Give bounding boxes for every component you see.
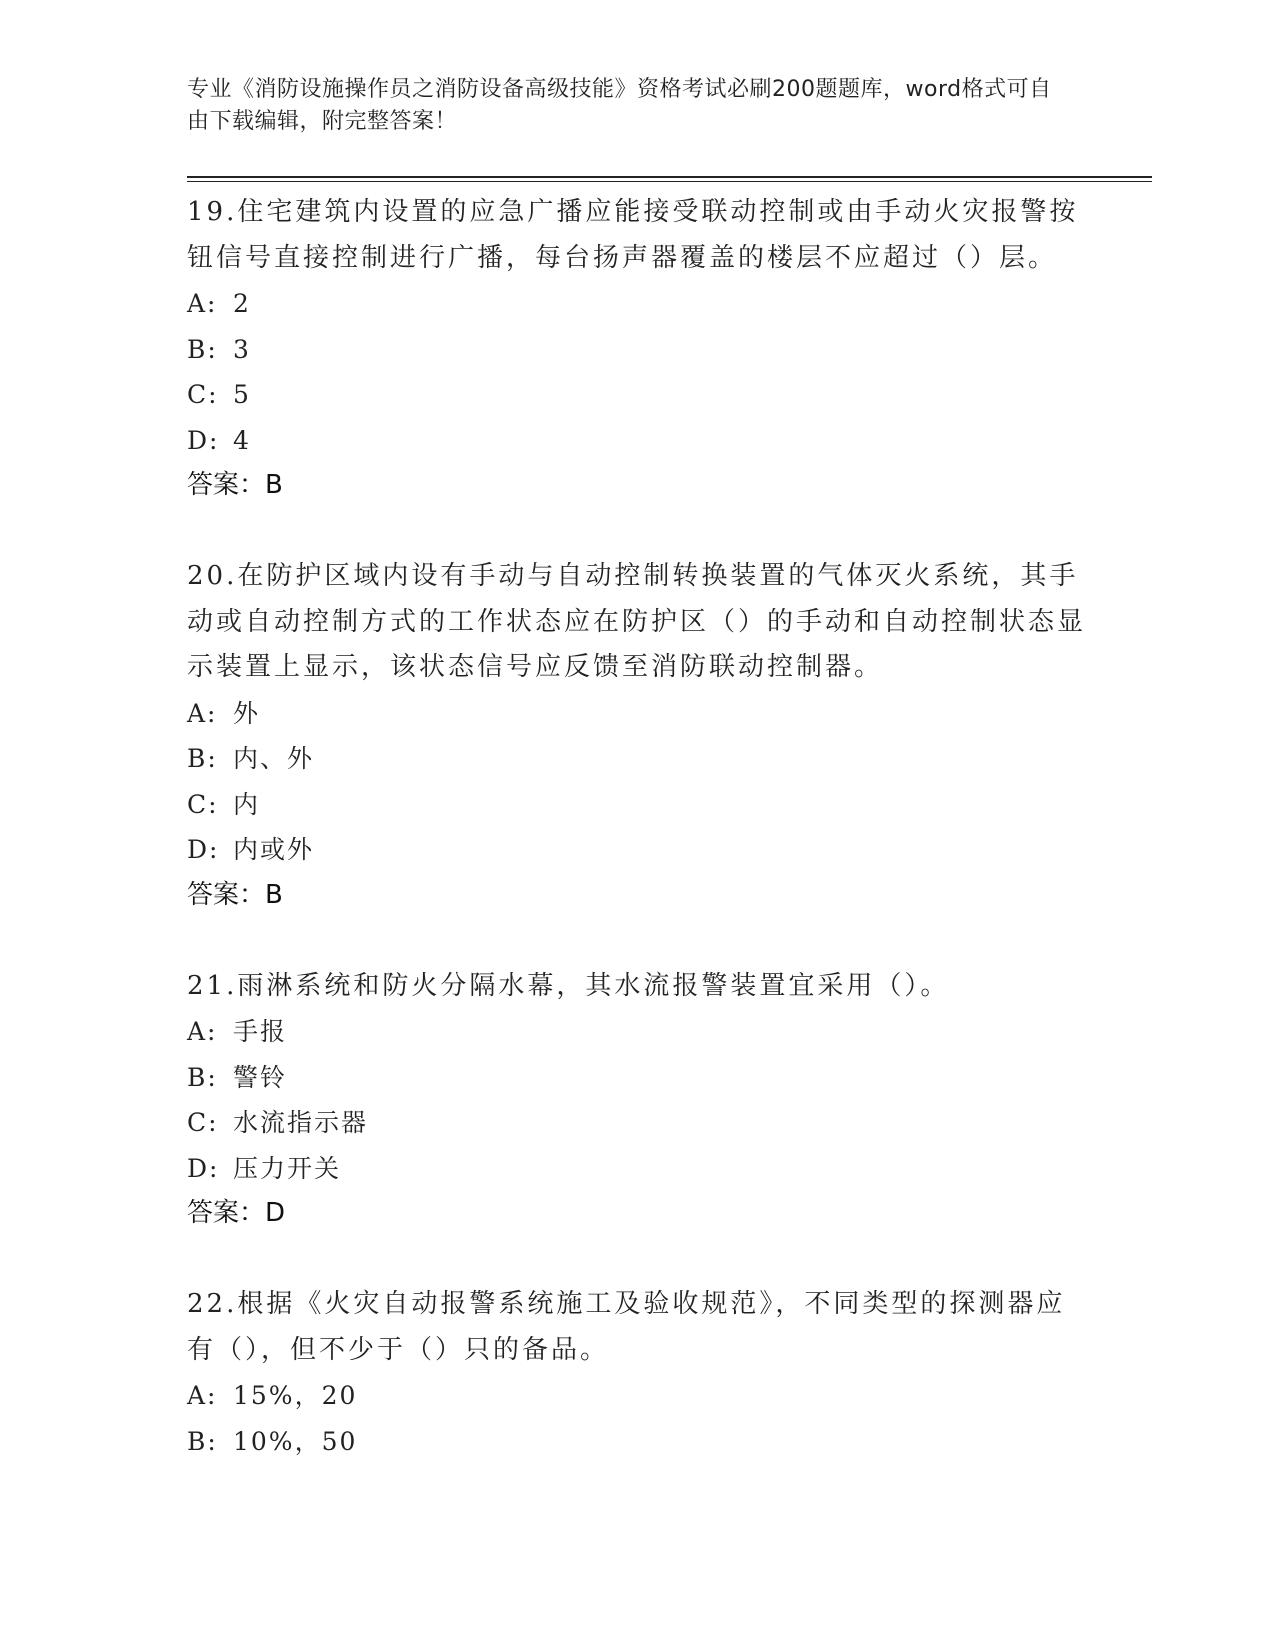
option-key: C: (187, 380, 219, 409)
option-text: 2 (233, 289, 251, 318)
option-b (187, 327, 1087, 373)
option-key: A: (187, 289, 218, 318)
answer-line: 答案：B (187, 470, 283, 500)
option-key: A: (187, 698, 218, 728)
option-key: B: (187, 744, 218, 773)
option-key: C: (187, 1108, 219, 1137)
option-key: C: (187, 789, 219, 819)
option-d (187, 827, 1087, 873)
question-21 (187, 964, 1087, 1237)
option-a (187, 1009, 1087, 1055)
answer-line: 答案：B (187, 879, 283, 910)
option-text: 压力开关 (233, 1153, 342, 1183)
option-text: 内或外 (233, 835, 315, 864)
answer-line: 答案：D (187, 1198, 286, 1228)
header-divider-thin (187, 181, 1152, 182)
option-a (187, 691, 1087, 737)
option-key: D: (187, 1153, 220, 1183)
option-text: 5 (233, 380, 251, 409)
option-c (187, 1100, 1087, 1146)
option-text: 3 (233, 334, 251, 364)
document-header: 专业《消防设施操作员之消防设备高级技能》资格考试必刷200题题库，word格式可自由下载编辑，附完整答案！ (187, 77, 1052, 134)
option-text: 外 (233, 698, 261, 728)
option-key: B: (187, 334, 218, 364)
option-b (187, 1419, 1087, 1465)
option-a (187, 1373, 1087, 1419)
option-c (187, 782, 1087, 828)
option-key: A: (187, 1017, 218, 1046)
option-text: 内 (233, 789, 261, 819)
header-divider-thick (187, 176, 1152, 178)
option-text: 内、外 (233, 744, 315, 773)
question-list (187, 190, 1087, 1510)
option-key: D: (187, 425, 220, 455)
option-text: 10%，50 (233, 1426, 358, 1456)
option-text: 警铃 (233, 1062, 288, 1092)
option-a (187, 281, 1087, 327)
question-stem: 19.住宅建筑内设置的应急广播应能接受联动控制或由手动火灾报警按钮信号直接控制进行广播，每台扬声器覆盖的楼层不应超过（）层。 (187, 197, 1079, 273)
option-text: 水流指示器 (233, 1108, 369, 1137)
option-key: A: (187, 1381, 218, 1410)
option-key: B: (187, 1426, 218, 1456)
option-key: B: (187, 1062, 218, 1092)
option-text: 手报 (233, 1017, 288, 1046)
option-c (187, 372, 1087, 418)
question-stem: 22.根据《火灾自动报警系统施工及验收规范》，不同类型的探测器应有（），但不少于（）只的备品。 (187, 1289, 1066, 1365)
option-d (187, 418, 1087, 464)
option-key: D: (187, 835, 220, 864)
question-stem: 21.雨淋系统和防火分隔水幕，其水流报警装置宜采用（）。 (187, 970, 950, 1001)
option-d (187, 1146, 1087, 1192)
option-b (187, 1055, 1087, 1101)
option-b (187, 736, 1087, 782)
question-22 (187, 1282, 1087, 1464)
question-19 (187, 190, 1087, 508)
question-20 (187, 554, 1087, 918)
option-text: 15%，20 (233, 1381, 358, 1410)
question-stem: 20.在防护区域内设有手动与自动控制转换装置的气体灭火系统，其手动或自动控制方式的工作状态应在防护区（）的手动和自动控制状态显示装置上显示，该状态信号应反馈至消防联动控制器。 (187, 561, 1087, 682)
option-text: 4 (233, 425, 251, 455)
